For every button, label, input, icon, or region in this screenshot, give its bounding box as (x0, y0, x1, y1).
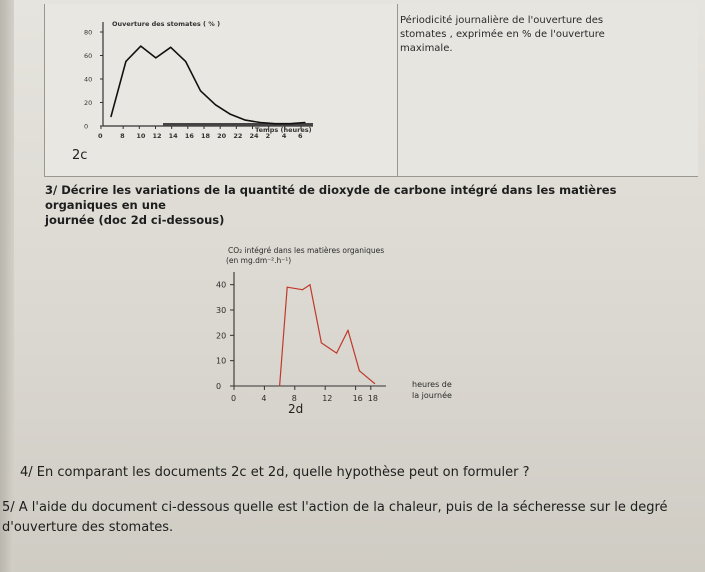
doc-2c-point (289, 123, 290, 124)
doc-2d-point (302, 289, 303, 290)
doc-2c-point (170, 47, 171, 48)
doc-2c-x-tick-label: 0 (98, 132, 103, 140)
doc-2c-y-tick-label: 80 (84, 28, 93, 37)
doc-2d-x-tick-label: 4 (261, 394, 267, 403)
doc-2d-x-tick-label: 0 (231, 394, 237, 403)
doc-2d-chart (190, 242, 490, 412)
doc-2c-point (140, 46, 141, 47)
doc-2c-axes (103, 22, 313, 126)
doc-2d-line (279, 284, 375, 387)
question-4: 4/ En comparant les documents 2c et 2d, quelle hypothèse peut on formuler ? (20, 465, 530, 480)
doc-2c-chart (45, 4, 397, 176)
doc-2d-x-label-1: heures de (412, 380, 452, 389)
doc-2d-point (287, 287, 288, 288)
question-3-line-2: journée (doc 2d ci-dessous) (45, 213, 225, 227)
doc-2d-x-label-2: la journée (412, 391, 452, 400)
doc-2d-y-title-2: (en mg.dm⁻².h⁻¹) (226, 256, 292, 265)
doc-2c-x-tick-label: 8 (120, 132, 125, 140)
doc-2d-y-tick-label: 10 (216, 356, 227, 366)
doc-2c-caption-line-3: maximale. (400, 43, 453, 54)
doc-2c-point (155, 57, 156, 58)
doc-2c-point (260, 122, 261, 123)
doc-2c-x-axis-label: Temps (heures) (255, 126, 312, 134)
question-3-line-1: 3/ Décrire les variations de la quantité de dioxyde de carbone intégré dans les matières organiques en une (45, 183, 617, 212)
question-5-line-1: 5/ A l'aide du document ci-dessous quelle est l'action de la chaleur, puis de la sécheresse sur le degré (2, 500, 668, 515)
doc-2d-label: 2d (288, 402, 304, 416)
doc-2d-y-tick-label: 30 (216, 306, 227, 315)
doc-2c-caption-line-2: stomates , exprimée en % de l'ouverture (400, 29, 605, 40)
doc-2d-point (279, 385, 280, 386)
doc-2c-x-tick-label: 4 (281, 132, 287, 140)
doc-2c-y-tick-label: 20 (84, 99, 93, 107)
doc-2c-point (125, 61, 126, 62)
doc-2c-y-tick-label: 60 (84, 52, 93, 60)
doc-2d-y-title-1: CO₂ intégré dans les matières organiques (228, 246, 385, 255)
doc-2c-x-tick-label: 14 (168, 132, 178, 140)
doc-2c-point (275, 123, 276, 124)
doc-2d-x-tick-label: 18 (367, 394, 378, 403)
doc-2c-point (185, 61, 186, 62)
doc-2d-point (309, 284, 310, 285)
doc-2c-x-tick-label: 20 (217, 132, 227, 140)
doc-2c-y-tick-label: 0 (84, 122, 89, 131)
doc-2d-y-ticks (216, 281, 234, 391)
doc-2d-x-tick-label: 12 (322, 394, 333, 403)
doc-2d-x-ticks (231, 386, 378, 403)
doc-2d-point (374, 383, 375, 384)
doc-2d-point (359, 370, 360, 371)
doc-2c-series-line (111, 46, 305, 124)
doc-2d-x-tick-label: 8 (291, 394, 297, 403)
doc-2c-point (304, 122, 305, 123)
question-5 (2, 498, 702, 538)
doc-2c-y-ticks (84, 29, 103, 131)
doc-2d-y-tick-label: 0 (216, 382, 222, 391)
doc-2c-x-tick-label: 2 (265, 132, 271, 140)
doc-2c-chart-title: Ouverture des stomates ( % ) (112, 20, 221, 28)
doc-2c-x-tick-label: 6 (298, 132, 303, 140)
doc-2c-label: 2c (72, 148, 88, 163)
doc-2c-x-tick-label: 24 (249, 132, 259, 140)
doc-2d-point (347, 330, 348, 331)
doc-2c-x-tick-label: 18 (201, 132, 211, 140)
doc-2c-x-tick-label: 16 (184, 132, 194, 140)
question-3 (45, 183, 685, 228)
doc-2d-series-line (280, 285, 375, 386)
doc-2c-frame (44, 4, 398, 177)
doc-2d-x-tick-label: 16 (352, 394, 363, 403)
doc-2d-point (321, 342, 322, 343)
doc-2c-point (200, 90, 201, 91)
doc-2c-point (245, 120, 246, 121)
doc-2c-point (230, 114, 231, 115)
doc-2c-caption-line-1: Périodicité journalière de l'ouverture des (400, 15, 604, 26)
doc-2d-y-tick-label: 40 (216, 280, 227, 290)
doc-2d-point (336, 352, 337, 353)
doc-2d-axes (234, 272, 386, 386)
doc-2c-point (110, 116, 111, 117)
doc-2d-y-tick-label: 20 (216, 331, 227, 341)
doc-2c-point (215, 104, 216, 105)
question-5-line-2: d'ouverture des stomates. (2, 520, 174, 535)
doc-2c-y-tick-label: 40 (84, 75, 93, 84)
doc-2c-x-tick-label: 22 (233, 132, 243, 140)
doc-2c-x-tick-label: 12 (152, 132, 162, 140)
page-edge-shadow (0, 0, 14, 572)
doc-2c-x-tick-label: 10 (136, 132, 146, 140)
doc-2c-line (110, 46, 305, 125)
